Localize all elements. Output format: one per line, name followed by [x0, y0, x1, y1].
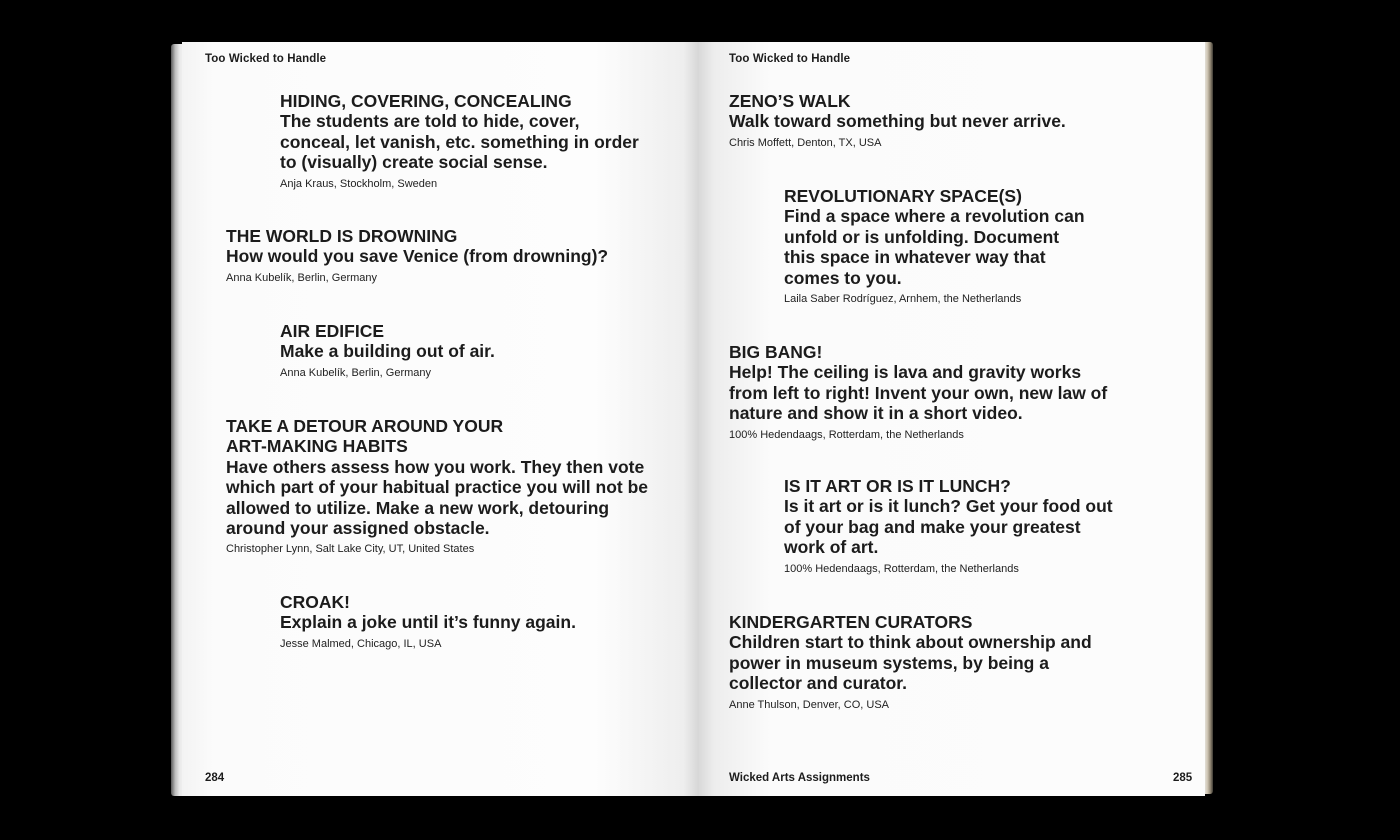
assignment-credit: 100% Hedendaags, Rotterdam, the Netherlands: [784, 562, 1019, 575]
assignment-title: TAKE A DETOUR AROUND YOUR ART-MAKING HABITS: [226, 416, 504, 457]
assignment-entry: [729, 612, 1114, 711]
assignment-credit: Laila Saber Rodríguez, Arnhem, the Netherlands: [784, 293, 1022, 306]
assignment-entry: [784, 186, 1094, 305]
assignment-entry: [226, 226, 666, 284]
assignment-credit: Christopher Lynn, Salt Lake City, UT, United States: [226, 543, 475, 556]
assignment-entry: [280, 592, 640, 650]
assignment-credit: Anne Thulson, Denver, CO, USA: [729, 698, 889, 711]
assignment-body: Help! The ceiling is lava and gravity works from left to right! Invent your own, new law of nature and show it in a short video.: [729, 362, 1108, 424]
assignment-title: ZENO’S WALK: [729, 91, 851, 111]
assignment-title: AIR EDIFICE: [280, 321, 385, 341]
book-title-footer: Wicked Arts Assignments: [729, 772, 870, 784]
assignment-entry: [729, 342, 1124, 441]
assignment-credit: Anna Kubelík, Berlin, Germany: [280, 366, 432, 379]
right-page: [699, 42, 1205, 796]
assignment-title: REVOLUTIONARY SPACE(S): [784, 186, 1022, 206]
assignment-body: The students are told to hide, cover, conceal, let vanish, etc. something in order to (visually) create social sense.: [280, 111, 639, 173]
assignment-body: Walk toward something but never arrive.: [729, 111, 1066, 132]
assignment-title: IS IT ART OR IS IT LUNCH?: [784, 476, 1011, 496]
assignment-credit: 100% Hedendaags, Rotterdam, the Netherlands: [729, 428, 964, 441]
page-number: 285: [1173, 772, 1193, 784]
assignment-body: Explain a joke until it’s funny again.: [280, 612, 576, 633]
assignment-body: How would you save Venice (from drowning)?: [226, 246, 609, 267]
assignment-title: BIG BANG!: [729, 342, 823, 362]
assignment-body: Find a space where a revolution can unfold or is unfolding. Document this space in whatever way that comes to you.: [784, 206, 1085, 288]
assignment-body: Is it art or is it lunch? Get your food out of your bag and make your greatest work of art.: [784, 496, 1113, 558]
running-head: Too Wicked to Handle: [205, 53, 327, 65]
assignment-body: Children start to think about ownership and power in museum systems, by being a collector and curator.: [729, 632, 1092, 694]
assignment-credit: Anna Kubelík, Berlin, Germany: [226, 271, 378, 284]
assignment-title: THE WORLD IS DROWNING: [226, 226, 458, 246]
page-number: 284: [205, 772, 225, 784]
assignment-entry: [784, 476, 1124, 575]
assignment-entry: [280, 321, 640, 379]
assignment-body: Have others assess how you work. They then vote which part of your habitual practice you will not be allowed to utilize. Make a new work, detouring around your assigned obstacle.: [226, 456, 648, 539]
assignment-title: KINDERGARTEN CURATORS: [729, 612, 973, 632]
assignment-title: CROAK!: [280, 592, 350, 612]
running-head: Too Wicked to Handle: [729, 53, 851, 65]
assignment-entry: [729, 91, 1149, 149]
assignment-entry: [226, 416, 654, 555]
assignment-title: HIDING, COVERING, CONCEALING: [280, 91, 572, 111]
assignment-credit: Anja Kraus, Stockholm, Sweden: [280, 177, 438, 190]
assignment-body: Make a building out of air.: [280, 341, 495, 362]
assignment-credit: Jesse Malmed, Chicago, IL, USA: [280, 637, 442, 650]
left-page: [182, 42, 699, 796]
assignment-credit: Chris Moffett, Denton, TX, USA: [729, 136, 882, 149]
assignment-entry: [280, 91, 640, 190]
